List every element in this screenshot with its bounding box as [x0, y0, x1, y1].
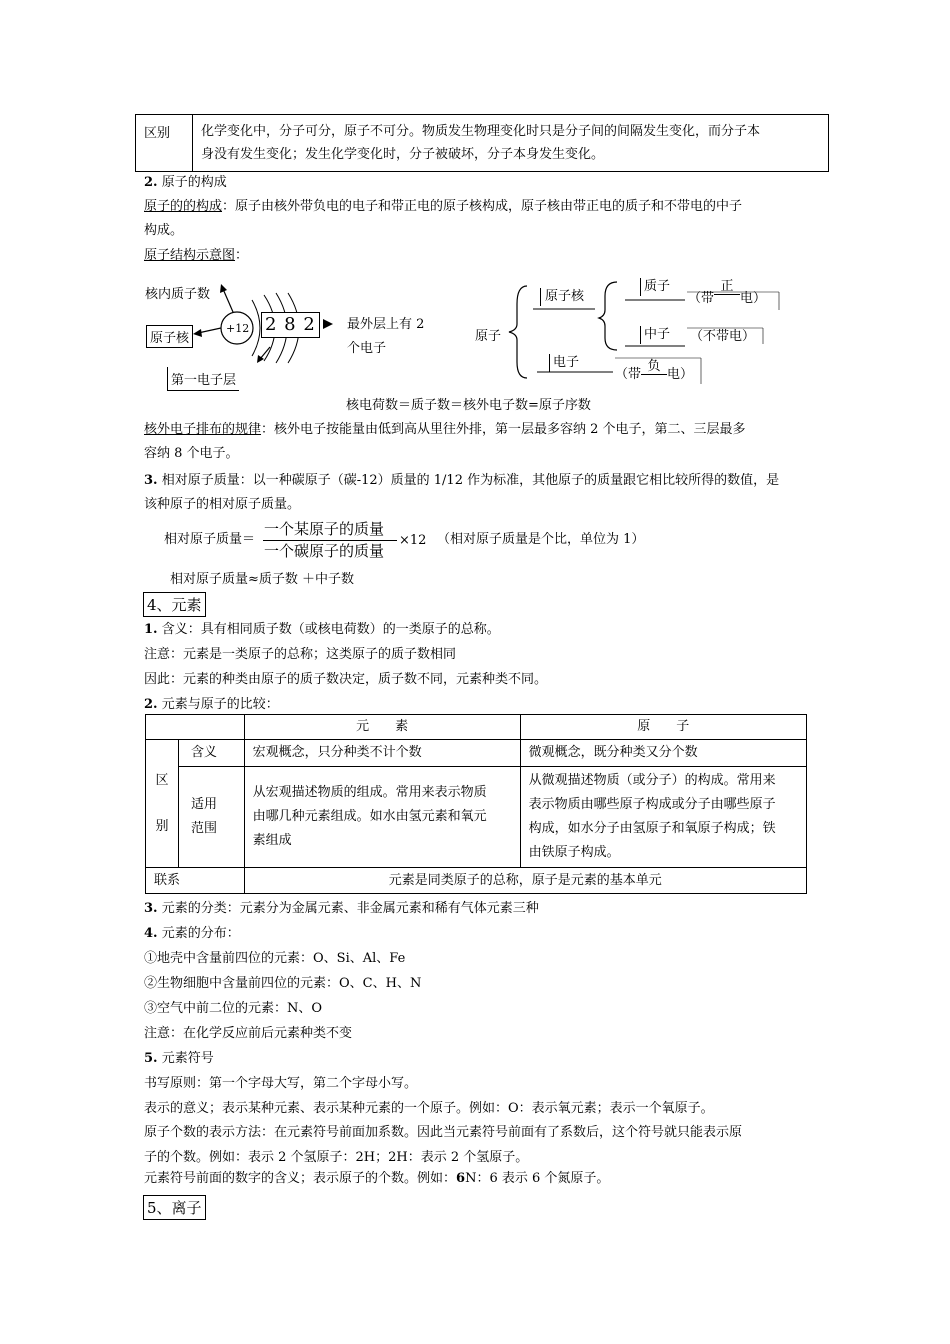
distribution-air: ③空气中前二位的元素：N、O — [144, 1001, 323, 1016]
section-2-heading — [144, 174, 227, 192]
coefficient-meaning-bold: 6 — [456, 1171, 466, 1186]
electron-rule-line2: 容纳 8 个电子。 — [144, 446, 239, 461]
compare-diff-char1: 区 — [155, 772, 169, 788]
scope-atom-line2: 表示物质由哪些原子构成或分子由哪些原子 — [528, 797, 776, 812]
element-conservation-note: 注意：在化学反应前后元素种类不变 — [144, 1026, 353, 1041]
big-brace — [509, 286, 527, 378]
nucleus-label: 原子核 — [146, 325, 193, 348]
distribution-cells: ②生物细胞中含量前四位的元素：O、C、H、N — [144, 976, 422, 991]
difference-label: 区别 — [144, 126, 171, 141]
element-distribution-heading — [144, 925, 240, 943]
scope-element-line1: 从宏观描述物质的组成。常用来表示物质 — [252, 785, 487, 800]
formula-times: ×12 — [399, 533, 427, 548]
section-2-title: 原子的构成 — [161, 175, 227, 190]
electron-rule-line1 — [144, 421, 746, 439]
e4-text: 元素的分布： — [161, 926, 240, 941]
electron-charge-suffix: 电） — [667, 367, 694, 382]
element-classification — [144, 900, 539, 918]
scope-atom-line3: 构成，如水分子由氢原子和氧原子构成；铁 — [528, 821, 776, 836]
compare-link-label: 联系 — [146, 868, 245, 894]
difference-label-cell — [136, 115, 193, 172]
section-5-heading: 5、离子 — [143, 1195, 206, 1220]
compare-row-scope — [146, 767, 807, 868]
section-2-number: 2. — [144, 175, 158, 190]
electron-rule-term: 核外电子排布的规律 — [144, 422, 262, 437]
atom-composition-line1 — [144, 198, 742, 216]
distribution-crust: ①地壳中含量前四位的元素：O、Si、Al、Fe — [144, 951, 406, 966]
compare-scope-label — [179, 767, 245, 868]
difference-text-line2: 身没有发生变化；发生化学变化时，分子被破坏，分子本身发生变化。 — [201, 147, 605, 162]
electron-rule-text: ：核外电子按能量由低到高从里往外排，第一层最多容纳 2 个电子，第二、三层最多 — [261, 422, 746, 437]
coefficient-meaning-prefix: 元素符号前面的数字的含义；表示原子的个数。例如： — [144, 1171, 457, 1186]
formula-numerator: 一个某原子的质量 — [264, 520, 385, 538]
writing-rule: 书写原则：第一个字母大写，第二个字母小写。 — [144, 1076, 418, 1091]
neutron-charge: （不带电） — [690, 329, 756, 344]
formula-note: （相对原子质量是个比，单位为 1） — [437, 532, 645, 547]
e4-number: 4. — [144, 926, 158, 941]
compare-row-meaning — [146, 740, 807, 767]
e1-text: 含义：具有相同质子数（或核电荷数）的一类原子的总称。 — [161, 622, 500, 637]
compare-header-atom: 原 子 — [520, 715, 806, 740]
nucleus-arrow — [198, 328, 221, 333]
proton-charge-prefix: （带 — [688, 291, 715, 306]
compare-scope-label-1: 适用 — [191, 797, 218, 812]
atom-diagram-title: 原子结构示意图 — [144, 248, 236, 263]
relative-mass-approx: 相对原子质量≈质子数 ＋中子数 — [170, 572, 355, 587]
nucleus-arrowhead — [193, 329, 202, 337]
proton-number-label: 核内质子数 — [145, 287, 211, 302]
top-difference-table — [135, 114, 829, 172]
outer-shell-note-line1: 最外层上有 2 — [347, 317, 425, 332]
element-definition — [144, 621, 500, 639]
tree-proton-label: 质子 — [640, 278, 670, 296]
e2-number: 2. — [144, 697, 158, 712]
section-4-heading: 4、元素 — [143, 592, 206, 617]
relative-mass-def: 相对原子质量：以一种碳原子（碳-12）质量的 1/12 作为标准，其他原子的质量跟它相比较所得的数值，是 — [161, 473, 780, 488]
compare-diff-cell — [146, 740, 179, 868]
element-comparison-heading — [144, 696, 279, 714]
compare-diff-char2: 别 — [155, 818, 169, 834]
compare-scope-atom — [520, 767, 806, 868]
relative-mass-line2: 该种原子的相对原子质量。 — [144, 497, 301, 512]
formula-denominator: 一个碳原子的质量 — [264, 542, 385, 560]
compare-meaning-atom: 微观概念，既分种类又分个数 — [520, 740, 806, 767]
difference-text-line1: 化学变化中，分子可分，原子不可分。物质发生物理变化时只是分子间的间隔发生变化，而分子本 — [201, 124, 761, 139]
proton-charge-blank: 正 — [714, 280, 740, 295]
electron-charge-blank: 负 — [641, 360, 667, 375]
element-therefore: 因此：元素的种类由原子的质子数决定，质子数不同，元素种类不同。 — [144, 672, 548, 687]
proton-charge-suffix: 电） — [740, 291, 767, 306]
element-note: 注意：元素是一类原子的总称；这类原子的质子数相同 — [144, 647, 457, 662]
e2-text: 元素与原子的比较： — [161, 697, 279, 712]
tree-electron-label: 电子 — [549, 354, 579, 372]
compare-meaning-label: 含义 — [179, 740, 245, 767]
nuclear-charge: +12 — [226, 322, 250, 335]
electron-charge-prefix: （带 — [615, 367, 642, 382]
compare-link-text: 元素是同类原子的总称，原子是元素的基本单元 — [244, 868, 806, 894]
compare-header-row — [146, 715, 807, 740]
atom-count-line1: 原子个数的表示方法：在元素符号前面加系数。因此当元素符号前面有了系数后，这个符号就只能表示原 — [144, 1125, 743, 1140]
atom-diagram-heading — [144, 247, 248, 265]
coefficient-meaning-suffix: N：6 表示 6 个氮原子。 — [465, 1171, 610, 1186]
electron-shell-numbers: 2 8 2 — [261, 312, 320, 338]
outer-arrowhead-svg — [318, 318, 334, 330]
atom-count-line2: 子的个数。例如：表示 2 个氢原子：2H；2H：表示 2 个氢原子。 — [144, 1150, 529, 1165]
difference-text-cell — [193, 115, 829, 172]
e3-text: 元素的分类：元素分为金属元素、非金属元素和稀有气体元素三种 — [161, 901, 539, 916]
outer-shell-note-line2: 个电子 — [347, 341, 387, 356]
compare-scope-label-2: 范围 — [191, 821, 218, 836]
symbol-meaning: 表示的意义；表示某种元素、表示某种元素的一个原子。例如：O：表示氧元素；表示一个氧原子。 — [144, 1101, 714, 1116]
e3-number: 3. — [144, 901, 158, 916]
first-shell-label: 第一电子层 — [167, 367, 239, 391]
e5-text: 元素符号 — [161, 1051, 214, 1066]
proton-arrow — [223, 289, 233, 312]
e5-number: 5. — [144, 1051, 158, 1066]
element-atom-compare-table — [145, 714, 807, 894]
atom-composition-term: 原子的的构成 — [144, 199, 223, 214]
element-symbol-heading — [144, 1050, 214, 1068]
atom-diagram-colon: ： — [235, 248, 249, 263]
nucleus-brace — [599, 282, 617, 350]
relative-mass-line1 — [144, 472, 779, 490]
scope-element-line2: 由哪几种元素组成。如水由氢元素和氧元 — [252, 809, 487, 824]
scope-element-line3: 素组成 — [252, 833, 292, 848]
charge-equation: 核电荷数＝质子数＝核外电子数=原子序数 — [346, 398, 591, 413]
compare-row-link — [146, 868, 807, 894]
scope-atom-line1: 从微观描述物质（或分子）的构成。常用来 — [528, 773, 776, 788]
compare-meaning-element: 宏观概念，只分种类不计个数 — [244, 740, 520, 767]
atom-composition-line2: 构成。 — [144, 223, 184, 238]
tree-neutron-label: 中子 — [640, 326, 670, 344]
formula-label: 相对原子质量＝ — [164, 532, 256, 547]
coefficient-meaning — [144, 1170, 609, 1188]
proton-charge — [688, 279, 767, 308]
atom-composition-text: ：原子由核外带负电的电子和带正电的原子核构成，原子核由带正电的质子和不带电的中子 — [222, 199, 743, 214]
tree-atom-label: 原子 — [475, 329, 502, 344]
compare-header-blank — [146, 715, 245, 740]
formula-fraction-bar — [263, 540, 397, 541]
tree-nucleus-label: 原子核 — [540, 288, 584, 306]
section-3-number: 3. — [144, 473, 158, 488]
scope-atom-line4: 由铁原子构成。 — [528, 845, 620, 860]
e1-number: 1. — [144, 622, 158, 637]
compare-scope-element — [244, 767, 520, 868]
electron-charge — [615, 359, 694, 384]
compare-header-element: 元 素 — [244, 715, 520, 740]
